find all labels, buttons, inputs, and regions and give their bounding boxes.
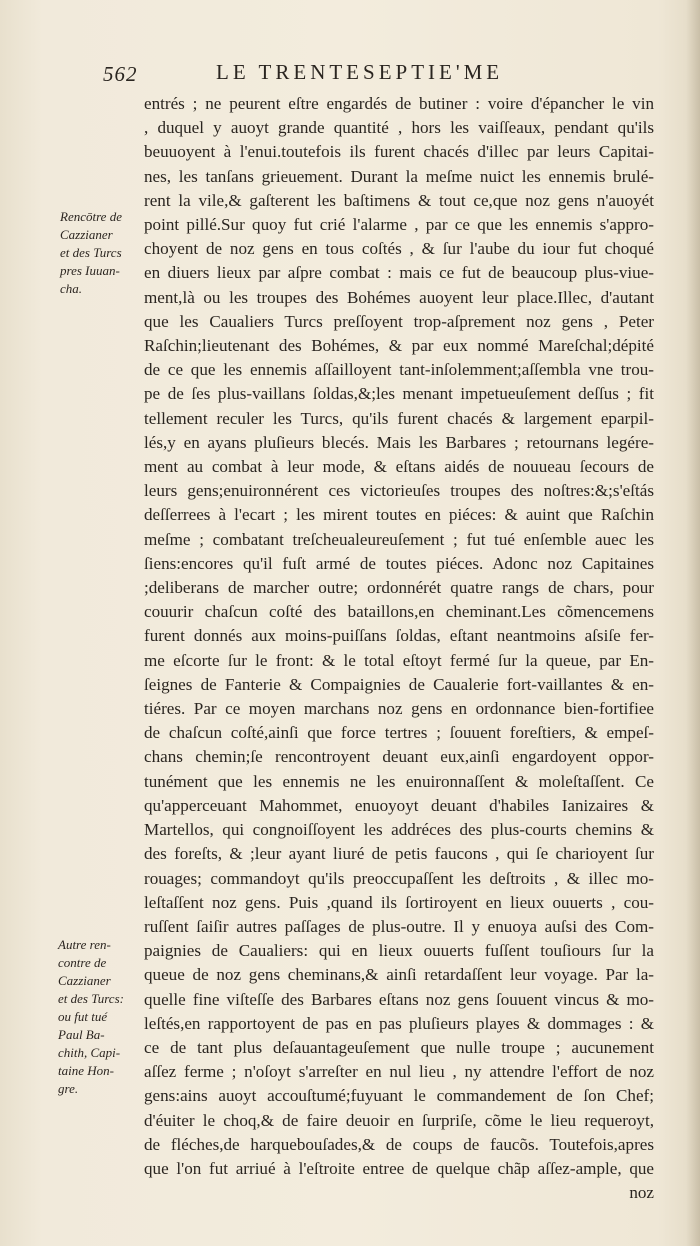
text-line: tiéres. Par ce moyen marchans noz gens en ordonnance bien-fortifiee [144, 699, 654, 719]
margin-note-line: Rencōtre de [60, 209, 122, 224]
text-line: Raſchin;lieutenant des Bohémes, & par eux nommé Mareſchal;dépité [144, 336, 654, 356]
text-line: quelle fine viſteſſe des Barbares eſtans noz gens ſouuent vincus & mo- [144, 989, 654, 1009]
text-line: couurir chaſcun coſté des bataillons,en cheminant.Les cõmencemens [144, 602, 654, 622]
text-line: chans chemin;ſe rencontroyent deuant eux,ainſi engardoyent oppor- [144, 747, 654, 767]
text-line: de ce que les ennemis aſſailloyent tant-inſolemment;aſſembla vne trou- [144, 360, 654, 380]
text-line: paignies de Caualiers: qui en lieux ouuerts fuſſent touſiours ſur la [144, 941, 654, 961]
text-line: de chaſcun coſté,ainſi que force tertres ; ſouuent foreſtiers, & empeſ- [144, 723, 654, 743]
text-line: ;deliberans de marcher outre; ordonnérét quatre rangs de chars, pour [144, 578, 654, 598]
text-line: furent donnés aux moins-puiſſans ſoldas, eſtant neantmoins aſsiſe fer- [144, 626, 654, 646]
text-line: pe de ſes plus-vaillans ſoldas,&;les menant impetueuſement deſſus ; fit [144, 384, 654, 404]
text-line: des foreſts, & ;leur ayant liuré de petis faucons , qui ſe charioyent ſur [144, 844, 654, 864]
text-line: leurs gens;enuironnérent ces victorieuſes troupes des noſtres:&;s'eſtás [144, 481, 654, 501]
catchword: noz [629, 1183, 654, 1203]
margin-note-line: pres Iuuan- [60, 263, 120, 278]
margin-note-line: chith, Capi- [58, 1045, 121, 1060]
text-line: ment,là ou les troupes des Bohémes auoyent leur place.Illec, d'autant [144, 287, 654, 307]
margin-note-line: cha. [60, 281, 83, 296]
text-line: tunément que les ennemis ne les enuironnaſſent & moleſtaſſent. Ce [144, 771, 654, 791]
margin-note-line: Cazzianer [58, 973, 111, 988]
margin-note-line: gre. [58, 1081, 79, 1096]
margin-note-line: taine Hon- [58, 1063, 114, 1078]
text-line: Martellos, qui congnoiſſoyent les addréces des plus-courts chemins & [144, 820, 654, 840]
text-line: , duquel y auoyt grande quantité , hors les vaiſſeaux, pendant qu'ils [144, 118, 654, 138]
text-line: nes, les tanſans grieuement. Durant la meſme nuict les ennemis brulé- [144, 166, 654, 186]
text-line: choyent de noz gens en tous coſtés , & ſur l'aube du iour fut choqué [144, 239, 654, 259]
text-line: gens:ains auoyt accouſtumé;fuyuant le commandement de ſon Chef; [144, 1086, 654, 1106]
text-line: leſtaſſent noz gens. Puis ,quand ils ſortiroyent en lieux ouuerts , cou- [144, 892, 654, 912]
page-number: 562 [103, 62, 138, 86]
text-line: ment au combat à leur mode, & eſtans aidés de nouueau ſecours de [144, 457, 654, 477]
text-line: aſſez ferme ; n'oſoyt s'arreſter en nul lieu , ny attendre l'effort de noz [144, 1062, 654, 1082]
page-edge-shadow [686, 0, 700, 1246]
text-line: de fléches,de harquebouſades,& de coups de faucõs. Toutefois,apres [144, 1134, 654, 1154]
text-line: ſiens:encores qu'il fuſt armé de toutes piéces. Adonc noz Capitaines [144, 553, 654, 573]
text-line: entrés ; ne peurent eſtre engardés de butiner : voire d'épancher le vin [144, 94, 654, 113]
margin-note-line: Autre ren- [58, 937, 111, 952]
text-line: deſſerrees à l'ecart ; les mirent toutes en piéces: & auint que Raſchin [144, 505, 654, 525]
text-line: beuuoyent à l'enui.toutefois ils furent chacés d'illec par leurs Capitai- [144, 142, 654, 162]
text-line: que les Caualiers Turcs preſſoyent trop-aſprement noz gens , Peter [144, 311, 654, 331]
text-line: me eſcorte ſur le front: & le total eſtoyt fermé ſur la queue, par En- [144, 650, 654, 670]
text-line: lés,y en ayans pluſieurs blecés. Mais les Barbares ; retournans legére- [144, 432, 654, 452]
text-line: rent la vile,& gaſterent les baſtimens & tout ce,que noz gens n'auoyét [144, 190, 654, 210]
body-text [144, 92, 654, 1205]
margin-note-line: et des Turcs [60, 245, 122, 260]
text-line: ſeignes de Fanterie & Compaignies de Caualerie fort-vaillantes & en- [144, 674, 654, 694]
text-line: meſme ; combatant treſcheualeureuſement ; fut tué enſemble auec les [144, 529, 654, 549]
text-line: ce de tant plus deſauantageuſement que nulle troupe ; aucunement [144, 1037, 654, 1057]
running-head: LE TRENTESEPTIE'ME [216, 60, 504, 84]
text-line: ruſſent ſaiſir autres paſſages de plus-outre. Il y enuoya auſsi des Com- [144, 916, 654, 936]
text-line: tellement reculer les Turcs, qu'ils furent chacés & largement eparpil- [144, 408, 654, 428]
margin-note-line: Paul Ba- [58, 1027, 105, 1042]
text-line: en diuers lieux par aſpre combat : mais ce fut de beaucoup plus-viue- [144, 263, 654, 283]
text-line: que l'on fut arriué à l'eſtroite entree de quelque chãp aſſez-ample, que [144, 1158, 654, 1178]
margin-note [60, 208, 142, 298]
margin-note-line: contre de [58, 955, 107, 970]
text-line: d'éuiter le choq,& de faire deuoir en ſurpriſe, cõme le lieu requeroyt, [144, 1110, 654, 1130]
text-line: qu'apperceuant Mahommet, enuoyoyt deuant d'habiles Ianizaires & [144, 795, 654, 815]
text-line: point pillé.Sur quoy fut crié l'alarme , par ce que les ennemis s'appro- [144, 215, 654, 235]
text-line: queue de noz gens cheminans,& ainſi retardaſſent leur voyage. Par la- [144, 965, 654, 985]
margin-note [58, 936, 140, 1098]
margin-note-line: et des Turcs: [58, 991, 124, 1006]
margin-note-line: ou fut tué [58, 1009, 108, 1024]
margin-note-line: Cazzianer [60, 227, 113, 242]
text-line: leſtés,en rapportoyent de pas en pas pluſieurs playes & dommages : & [144, 1013, 654, 1033]
text-line: rouages; commandoyt qu'ils preoccupaſſent les deſtroits , & illec mo- [144, 868, 654, 888]
